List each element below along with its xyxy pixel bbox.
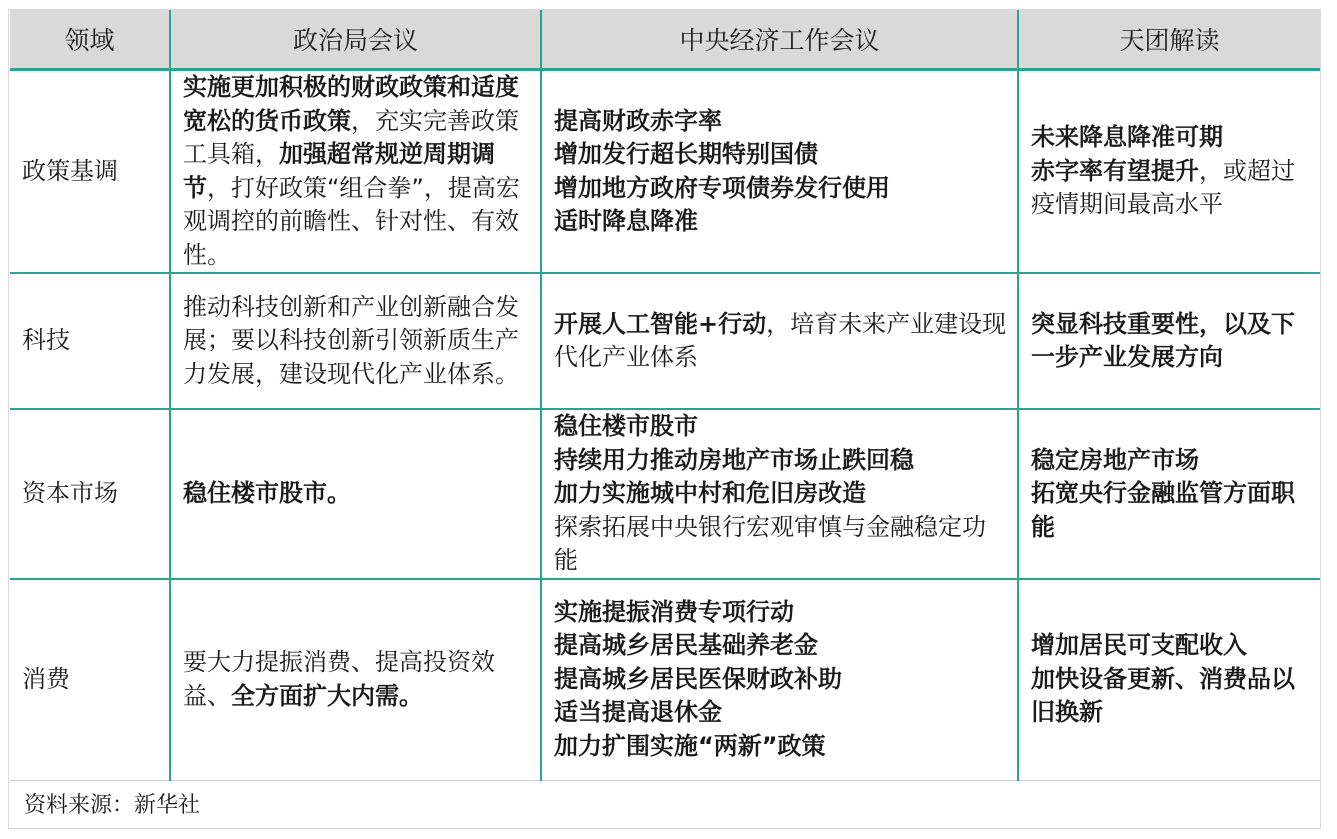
text-span: 开展人工智能+行动 — [554, 309, 767, 338]
domain-cell: 科技 — [10, 273, 170, 409]
text-span: 推动科技创新和产业创新融合发展；要以科技创新引领新质生产力发展，建设现代化产业体系。 — [183, 292, 519, 388]
text-span: 实施更加积极的财政政策和适度宽松的货币政策 — [183, 73, 519, 135]
text-line: 提高财政赤字率 — [554, 106, 722, 135]
text-line: 拓宽央行金融监管方面职能 — [1031, 479, 1295, 541]
text-span: ，打好政策“组合拳”，提高宏观调控的前瞻性、针对性、有效性。 — [183, 173, 520, 269]
text-line: 增加发行超长期特别国债 — [554, 140, 818, 168]
interpretation-cell — [1018, 409, 1320, 579]
source-note: 资料来源：新华社 — [24, 793, 201, 818]
interpretation-cell — [1018, 70, 1320, 274]
text-line: 提高城乡居民医保财政补助 — [554, 664, 842, 693]
econ-conference-cell — [541, 70, 1018, 274]
domain-cell: 政策基调 — [10, 70, 170, 274]
header-interpretation: 天团解读 — [1018, 10, 1320, 70]
politburo-cell — [170, 409, 541, 579]
domain-cell: 资本市场 — [10, 409, 170, 579]
header-politburo: 政治局会议 — [170, 10, 541, 70]
econ-conference-cell — [541, 409, 1018, 579]
text-line: 提高城乡居民基础养老金 — [554, 631, 818, 660]
text-line: 持续用力推动房地产市场止跌回稳 — [554, 445, 914, 474]
text-line: 稳定房地产市场 — [1031, 445, 1199, 474]
text-line: 适当提高退休金 — [554, 698, 722, 727]
text-span: ，或超过疫情期间最高水平 — [1031, 156, 1295, 219]
politburo-cell — [170, 273, 541, 409]
text-span: 赤字率有望提升 — [1031, 156, 1199, 185]
politburo-cell — [170, 70, 541, 274]
text-span: 突显科技重要性，以及下一步产业发展方向 — [1031, 309, 1295, 371]
table-row — [10, 70, 1320, 274]
text-line: 增加居民可支配收入 — [1031, 631, 1247, 660]
text-line: 适时降息降准 — [554, 207, 698, 235]
text-line: 稳住楼市股市 — [554, 412, 698, 440]
text-span: 加强超常规逆周期调节 — [183, 140, 495, 202]
policy-comparison-table — [10, 10, 1320, 781]
text-line: 实施提振消费专项行动 — [554, 597, 794, 626]
table-row — [10, 273, 1320, 409]
text-span: ，充实完善政策工具箱， — [183, 106, 519, 168]
text-line: 增加地方政府专项债券发行使用 — [554, 173, 890, 202]
politburo-cell — [170, 579, 541, 781]
header-domain: 领域 — [10, 10, 170, 70]
text-line: 加力扩围实施“两新”政策 — [554, 731, 826, 760]
interpretation-cell — [1018, 273, 1320, 409]
header-row — [10, 10, 1320, 70]
econ-conference-cell — [541, 579, 1018, 781]
text-line: 加力实施城中村和危旧房改造 — [554, 479, 866, 507]
text-span: 全方面扩大内需。 — [231, 681, 423, 710]
econ-conference-cell — [541, 273, 1018, 409]
interpretation-cell — [1018, 579, 1320, 781]
header-econ-conference: 中央经济工作会议 — [541, 10, 1018, 70]
text-span: ，培育未来产业建设现代化产业体系 — [554, 309, 1007, 371]
text-line: 加快设备更新、消费品以旧换新 — [1031, 664, 1295, 727]
text-span: 要大力提振消费、提高投资效益、 — [183, 648, 495, 710]
table-row — [10, 409, 1320, 579]
text-span: 稳住楼市股市。 — [183, 479, 351, 507]
domain-cell: 消费 — [10, 579, 170, 781]
text-line: 未来降息降准可期 — [1031, 123, 1223, 152]
table-row — [10, 579, 1320, 781]
text-line: 探索拓展中央银行宏观审慎与金融稳定功能 — [554, 512, 986, 574]
